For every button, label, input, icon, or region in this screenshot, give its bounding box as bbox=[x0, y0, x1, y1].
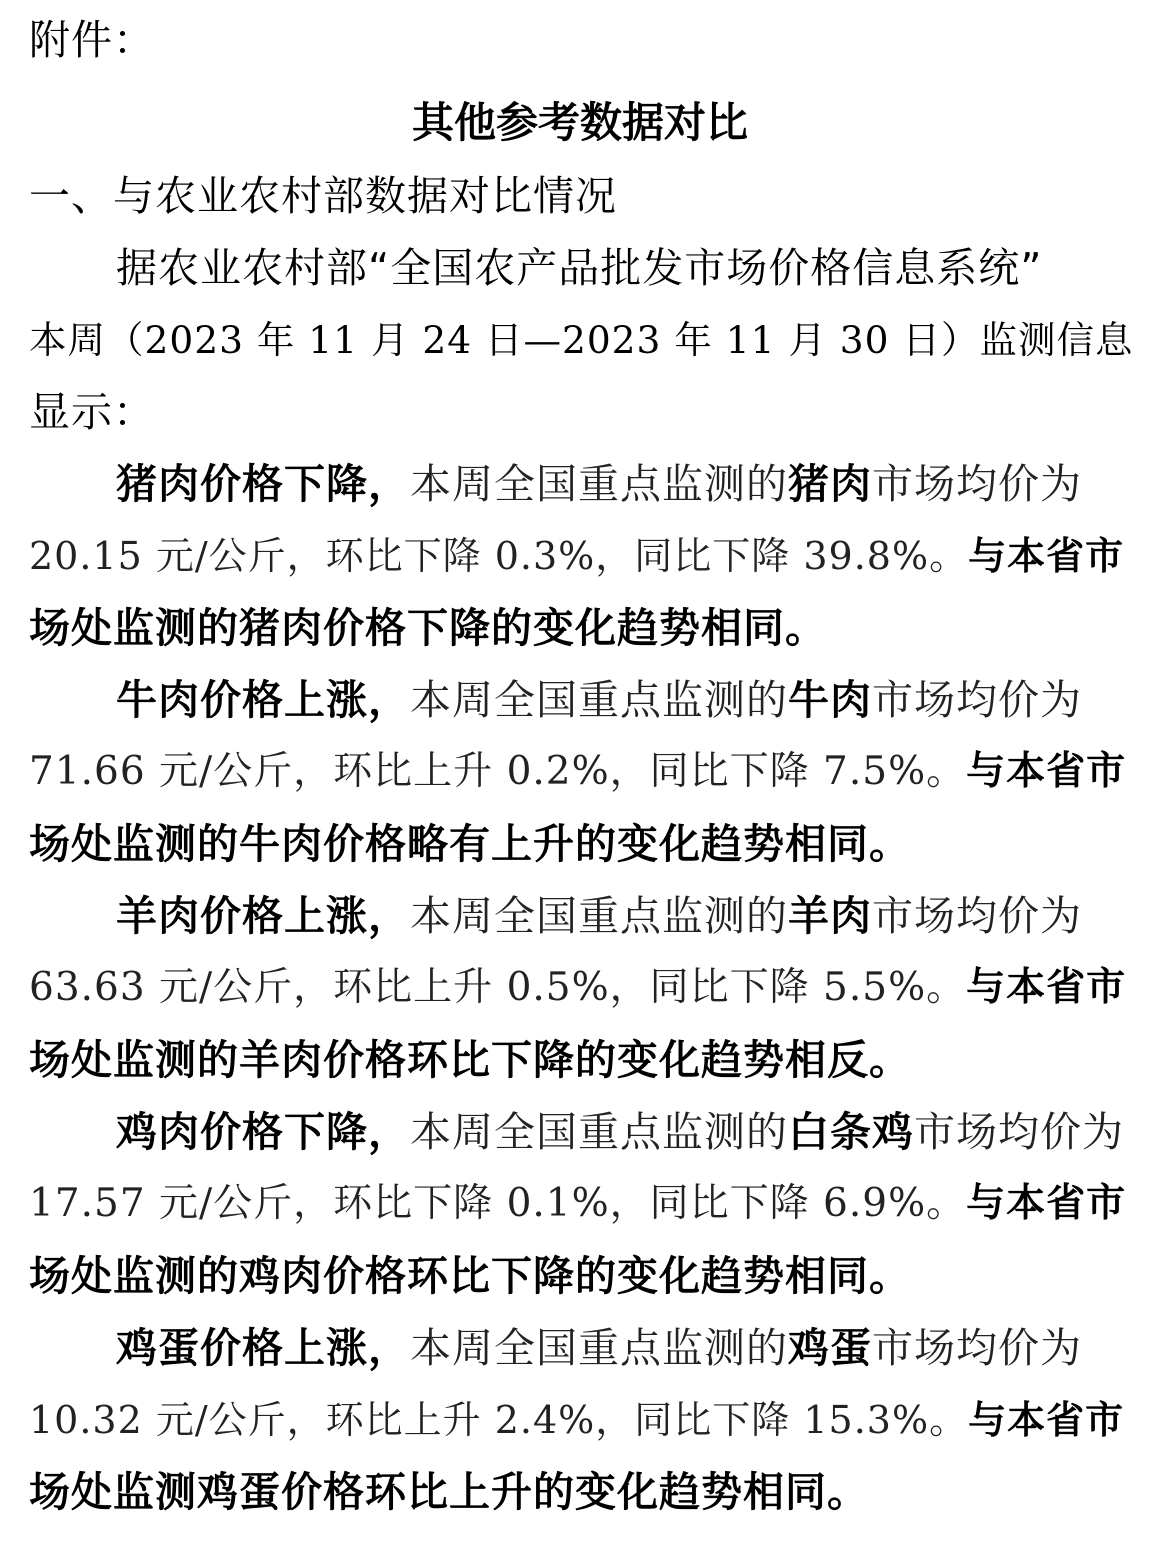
paragraph-chicken-line-1 bbox=[116, 1104, 1133, 1160]
paragraph-text: 本周全国重点监测的 bbox=[410, 892, 788, 940]
paragraph-item: 鸡蛋 bbox=[788, 1324, 872, 1372]
paragraph-pork-line-1 bbox=[116, 456, 1133, 512]
paragraph-text: 本周全国重点监测的 bbox=[410, 676, 788, 724]
intro-line-1: 据农业农村部“全国农产品批发市场价格信息系统” bbox=[116, 244, 1043, 292]
paragraph-beef-line-3: 场处监测的牛肉价格略有上升的变化趋势相同。 bbox=[29, 820, 911, 868]
paragraph-data: 71.66 元/公斤，环比上升 0.2%，同比下降 7.5%。 bbox=[29, 749, 967, 794]
paragraph-eggs-line-3: 场处监测鸡蛋价格环比上升的变化趋势相同。 bbox=[29, 1468, 869, 1516]
paragraph-item: 猪肉 bbox=[788, 460, 872, 508]
paragraph-tail: 与本省市 bbox=[968, 534, 1125, 578]
paragraph-eggs-line-2 bbox=[29, 1392, 1133, 1448]
paragraph-text: 本周全国重点监测的 bbox=[410, 1108, 788, 1156]
paragraph-text: 市场均价为 bbox=[872, 1324, 1082, 1372]
paragraph-item: 白条鸡 bbox=[788, 1108, 914, 1156]
attachment-label: 附件： bbox=[29, 16, 155, 64]
intro-line-2: 本周（2023 年 11 月 24 日—2023 年 11 月 30 日）监测信息 bbox=[29, 318, 1134, 362]
paragraph-lead: 牛肉价格上涨， bbox=[116, 676, 410, 724]
paragraph-mutton-line-2 bbox=[29, 960, 1133, 1016]
paragraph-eggs-line-1 bbox=[116, 1320, 1133, 1376]
paragraph-tail: 与本省市 bbox=[966, 965, 1127, 1010]
paragraph-data: 63.63 元/公斤，环比上升 0.5%，同比下降 5.5%。 bbox=[29, 965, 967, 1010]
paragraph-item: 羊肉 bbox=[788, 892, 872, 940]
paragraph-beef-line-2 bbox=[29, 744, 1133, 800]
paragraph-pork-line-2 bbox=[29, 528, 1133, 584]
paragraph-text: 市场均价为 bbox=[872, 460, 1082, 508]
paragraph-text: 本周全国重点监测的 bbox=[410, 1324, 788, 1372]
paragraph-text: 本周全国重点监测的 bbox=[410, 460, 788, 508]
paragraph-text: 市场均价为 bbox=[872, 676, 1082, 724]
paragraph-data: 17.57 元/公斤，环比下降 0.1%，同比下降 6.9%。 bbox=[29, 1181, 967, 1226]
intro-line-3: 显示： bbox=[29, 388, 155, 436]
paragraph-text: 市场均价为 bbox=[872, 892, 1082, 940]
paragraph-lead: 鸡肉价格下降， bbox=[116, 1108, 410, 1156]
paragraph-mutton-line-3: 场处监测的羊肉价格环比下降的变化趋势相反。 bbox=[29, 1036, 911, 1084]
paragraph-chicken-line-2 bbox=[29, 1176, 1133, 1232]
paragraph-lead: 羊肉价格上涨， bbox=[116, 892, 410, 940]
paragraph-data: 10.32 元/公斤，环比上升 2.4%，同比下降 15.3%。 bbox=[29, 1398, 969, 1442]
paragraph-tail: 与本省市 bbox=[966, 1181, 1127, 1226]
paragraph-beef-line-1 bbox=[116, 672, 1133, 728]
paragraph-data: 20.15 元/公斤，环比下降 0.3%，同比下降 39.8%。 bbox=[29, 534, 969, 578]
paragraph-text: 市场均价为 bbox=[914, 1108, 1124, 1156]
paragraph-item: 牛肉 bbox=[788, 676, 872, 724]
paragraph-tail: 与本省市 bbox=[968, 1398, 1125, 1442]
paragraph-chicken-line-3: 场处监测的鸡肉价格环比下降的变化趋势相同。 bbox=[29, 1252, 911, 1300]
page-title: 其他参考数据对比 bbox=[411, 98, 748, 147]
paragraph-mutton-line-1 bbox=[116, 888, 1133, 944]
paragraph-lead: 鸡蛋价格上涨， bbox=[116, 1324, 410, 1372]
paragraph-tail: 与本省市 bbox=[966, 749, 1127, 794]
section-heading: 一、与农业农村部数据对比情况 bbox=[29, 172, 617, 220]
paragraph-pork-line-3: 场处监测的猪肉价格下降的变化趋势相同。 bbox=[29, 604, 827, 652]
paragraph-lead: 猪肉价格下降， bbox=[116, 460, 410, 508]
